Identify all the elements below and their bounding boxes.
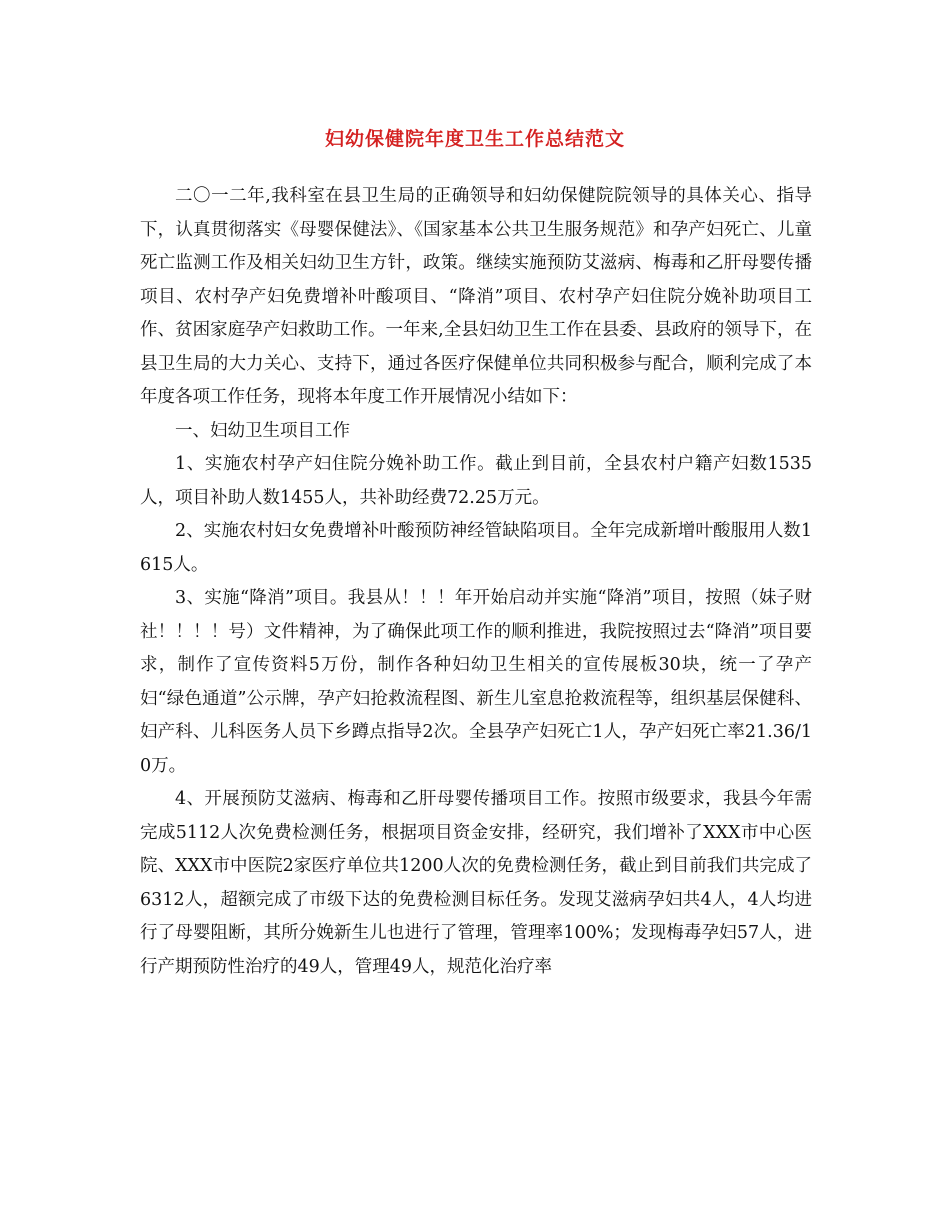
paragraph-item-1: 1、实施农村孕产妇住院分娩补助工作。截止到目前，全县农村户籍产妇数1535人，项目补助人数1455人，共补助经费72.25万元。 [140,454,812,508]
section-heading-1: 一、妇幼卫生项目工作 [175,420,350,441]
paragraph-item-3: 3、实施“降消”项目。我县从！！！年开始启动并实施“降消”项目，按照（妹子财社！！！！号）文件精神，为了确保此项工作的顺利推进，我院按照过去“降消”项目要求，制作了宣传资料5万份，制作各种妇幼卫生相关的宣传展板30块，统一了孕产妇“绿色通道”公示牌，孕产妇抢救流程图、新生儿室息抢救流程等，组织基层保健科、妇产科、儿科医务人员下乡蹲点指导2次。全县孕产妇死亡1人，孕产妇死亡率21.36/10万。 [140,588,812,776]
paragraph-item-2: 2、实施农村妇女免费增补叶酸预防神经管缺陷项目。全年完成新增叶酸服用人数1615人。 [140,521,812,575]
paragraph-intro: 二〇一二年,我科室在县卫生局的正确领导和妇幼保健院院领导的具体关心、指导下，认真贯彻落实《母婴保健法》、《国家基本公共卫生服务规范》和孕产妇死亡、儿童死亡监测工作及相关妇幼卫生方针，政策。继续实施预防艾滋病、梅毒和乙肝母婴传播项目、农村孕产妇免费增补叶酸项目、“降消”项目、农村孕产妇住院分娩补助项目工作、贫困家庭孕产妇救助工作。一年来,全县妇幼卫生工作在县委、县政府的领导下，在县卫生局的大力关心、支持下，通过各医疗保健单位共同积极参与配合，顺利完成了本年度各项工作任务，现将本年度工作开展情况小结如下： [140,186,812,407]
paragraph-item-4: 4、开展预防艾滋病、梅毒和乙肝母婴传播项目工作。按照市级要求，我县今年需完成5112人次免费检测任务，根据项目资金安排，经研究，我们增补了XXX市中心医院、XXX市中医院2家医疗单位共1200人次的免费检测任务，截止到目前我们共完成了6312人，超额完成了市级下达的免费检测目标任务。发现艾滋病孕妇共4人，4人均进行了母婴阻断，其所分娩新生儿也进行了管理，管理率100%；发现梅毒孕妇57人，进行产期预防性治疗的49人，管理49人，规范化治疗率 [140,789,812,977]
document-title: 妇幼保健院年度卫生工作总结范文 [324,128,625,150]
document-body [140,180,812,984]
